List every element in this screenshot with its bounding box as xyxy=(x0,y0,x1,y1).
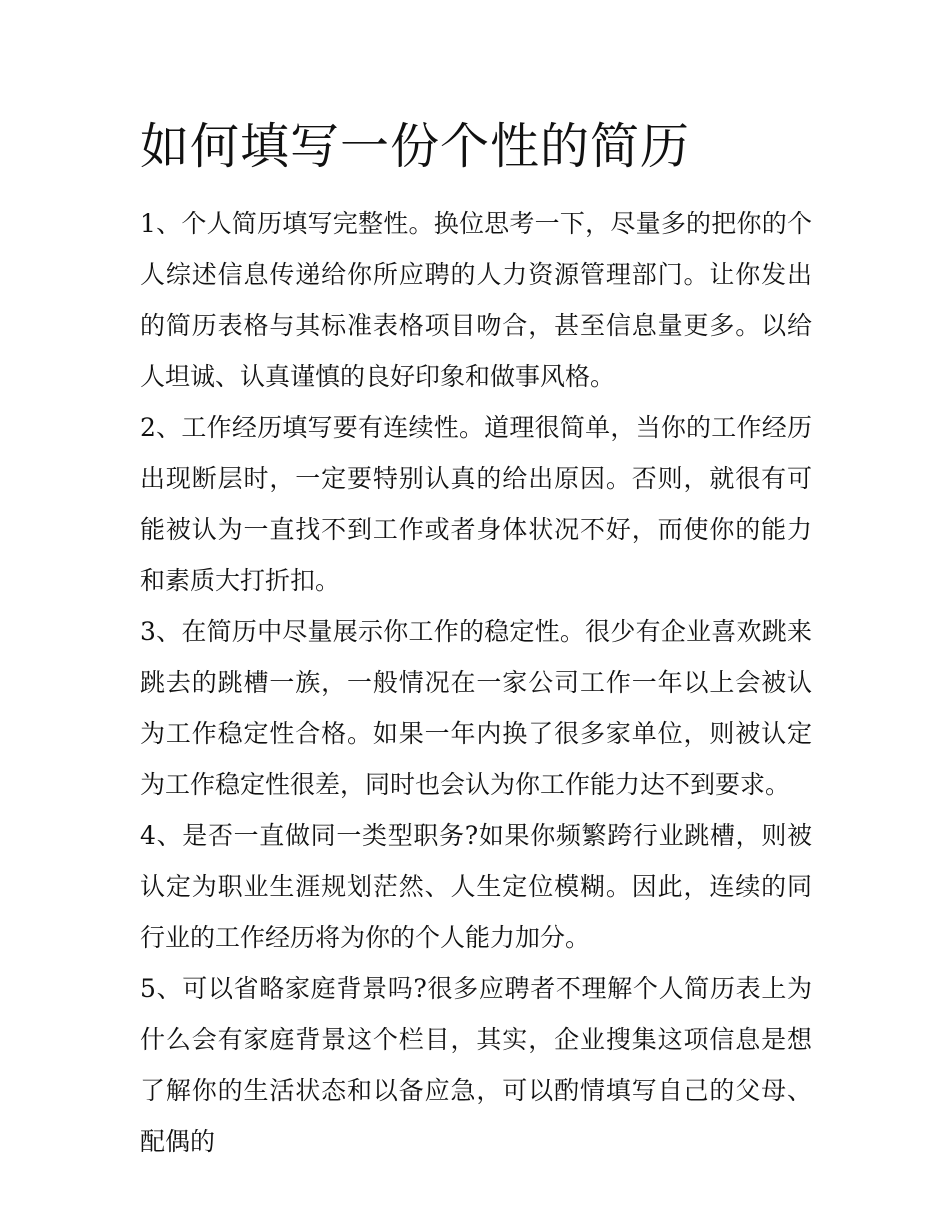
paragraph-2: 2、工作经历填写要有连续性。道理很简单，当你的工作经历出现断层时，一定要特别认真的给出原因。否则，就很有可能被认为一直找不到工作或者身体状况不好，而使你的能力和素质大打折扣。 xyxy=(140,413,812,595)
document-title: 如何填写一份个性的简历 xyxy=(140,118,691,175)
paragraph-3: 3、在简历中尽量展示你工作的稳定性。很少有企业喜欢跳来跳去的跳槽一族，一般情况在一家公司工作一年以上会被认为工作稳定性合格。如果一年内换了很多家单位，则被认定为工作稳定性很差，同时也会认为你工作能力达不到要求。 xyxy=(140,617,812,799)
paragraph-4: 4、是否一直做同一类型职务?如果你频繁跨行业跳槽，则被认定为职业生涯规划茫然、人生定位模糊。因此，连续的同行业的工作经历将为你的个人能力加分。 xyxy=(140,821,812,952)
paragraph-1: 1、个人简历填写完整性。换位思考一下，尽量多的把你的个人综述信息传递给你所应聘的人力资源管理部门。让你发出的简历表格与其标准表格项目吻合，甚至信息量更多。以给人坦诚、认真谨慎的良好印象和做事风格。 xyxy=(140,209,812,391)
document-body xyxy=(140,198,812,1167)
paragraph-5: 5、可以省略家庭背景吗?很多应聘者不理解个人简历表上为什么会有家庭背景这个栏目，其实，企业搜集这项信息是想了解你的生活状态和以备应急，可以酌情填写自己的父母、配偶的 xyxy=(140,974,812,1156)
